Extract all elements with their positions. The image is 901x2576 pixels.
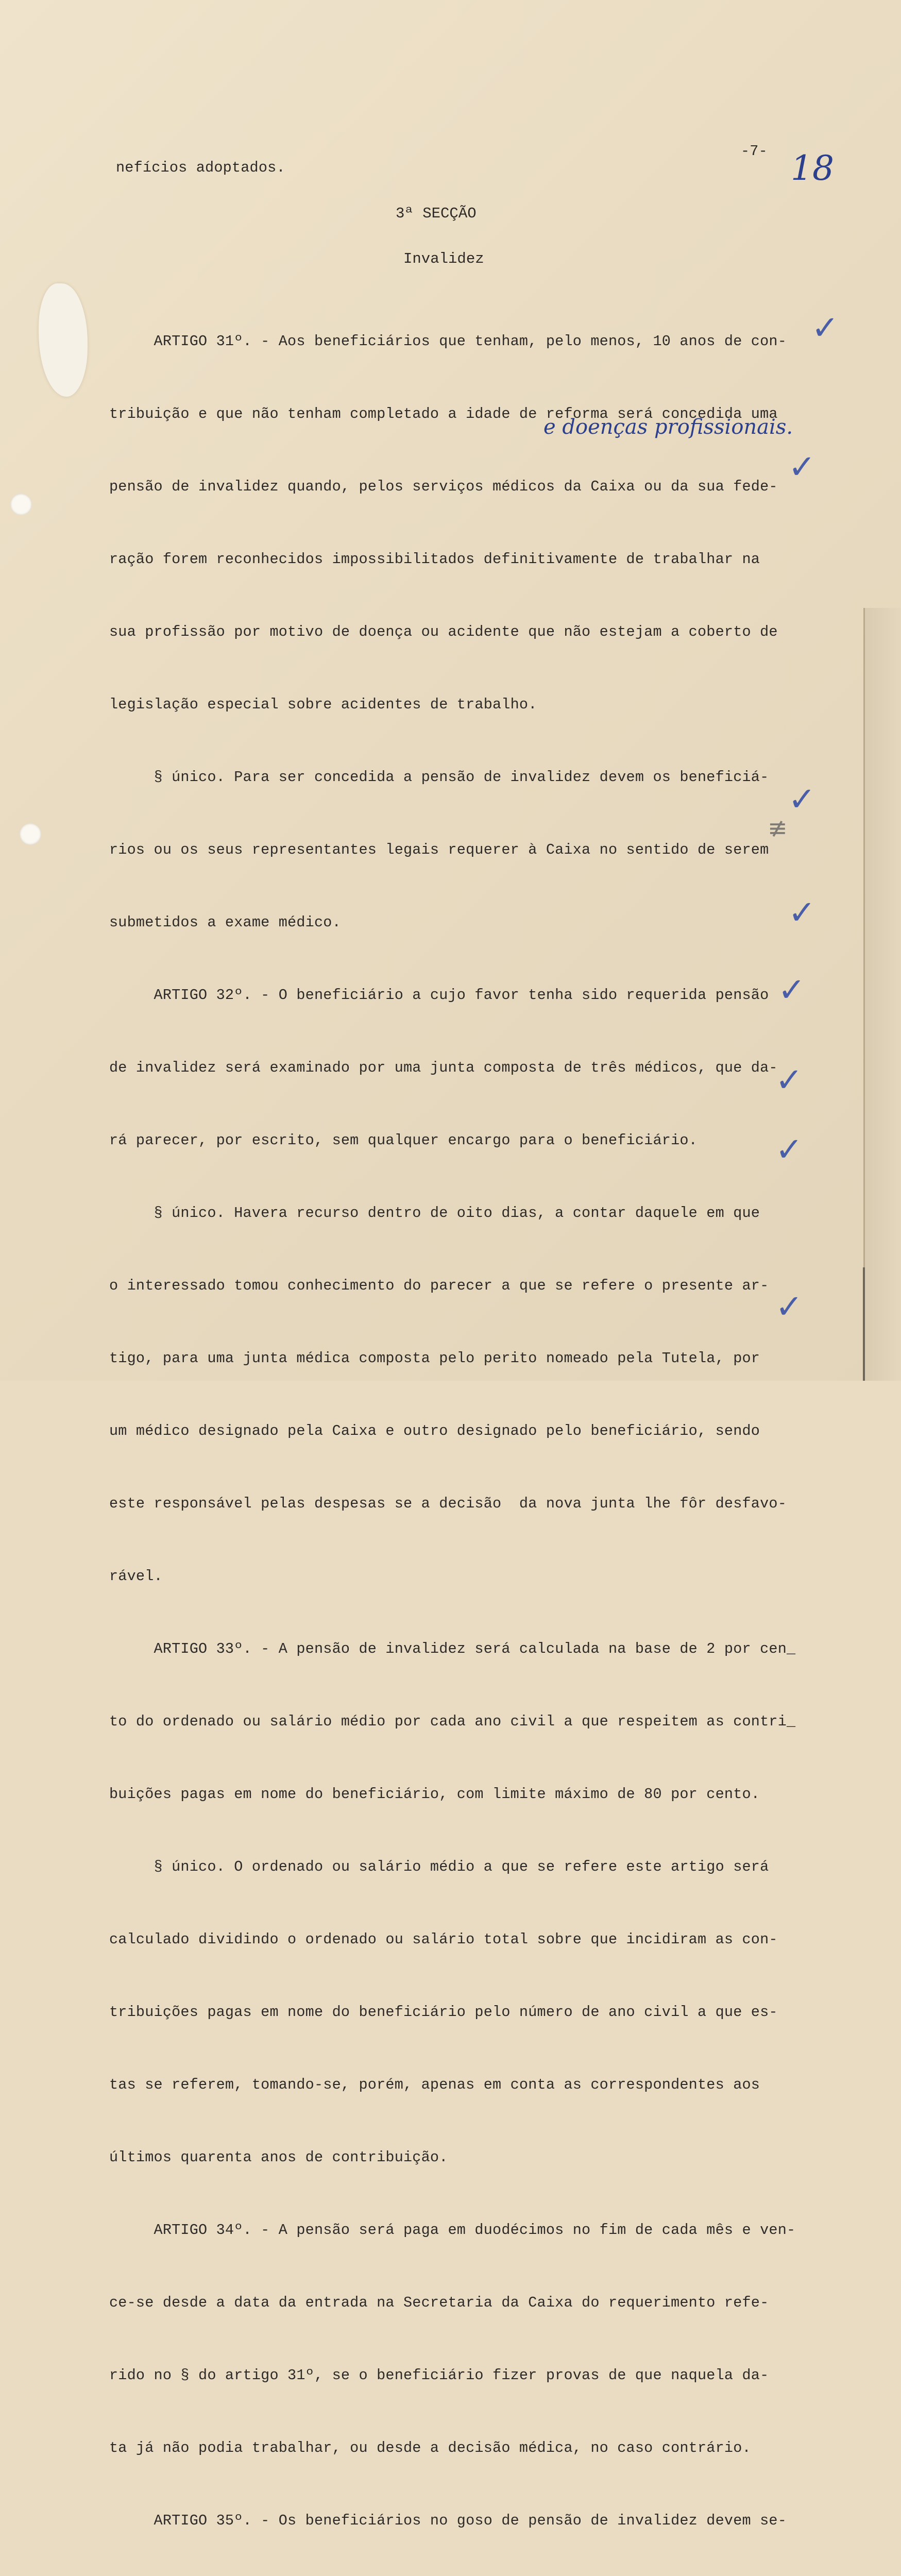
margin-check-icon: ✓ (778, 971, 806, 1009)
text-line: ração forem reconhecidos impossibilitados definitivamente de trabalhar na (109, 551, 760, 568)
text-line: legislação especial sobre acidentes de trabalho. (109, 696, 537, 713)
text-line: ARTIGO 33º. - A pensão de invalidez será calculada na base de 2 por cen_ (109, 1640, 796, 1657)
page-edge-line (863, 1267, 865, 1381)
page-number: -7- (741, 143, 768, 160)
pencil-scribble-icon: ≢ (768, 814, 788, 842)
text-line: ARTIGO 31º. - Aos beneficiários que tenham, pelo menos, 10 anos de con- (109, 333, 787, 350)
margin-check-icon: ✓ (775, 1288, 803, 1326)
text-line: últimos quarenta anos de contribuição. (109, 2149, 448, 2166)
text-line: o interessado tomou conhecimento do parecer a que se refere o presente ar- (109, 1277, 769, 1294)
text-line: rável. (109, 1568, 163, 1585)
punch-hole (10, 494, 32, 515)
text-line: ARTIGO 34º. - A pensão será paga em duodécimos no fim de cada mês e ven- (109, 2222, 796, 2239)
text-line: ARTIGO 35º. - Os beneficiários no goso de pensão de invalidez devem se- (109, 2512, 787, 2529)
text-line: este responsável pelas despesas se a decisão da nova junta lhe fôr desfavo- (109, 1495, 787, 1512)
text-line: § único. Havera recurso dentro de oito dias, a contar daquele em que (109, 1205, 760, 1222)
text-line: um médico designado pela Caixa e outro designado pelo beneficiário, sendo (109, 1422, 760, 1439)
text-line: to do ordenado ou salário médio por cada ano civil a que respeitem as contri_ (109, 1713, 796, 1730)
text-line: tas se referem, tomando-se, porém, apenas em conta as correspondentes aos (109, 2076, 760, 2093)
paper-tear (39, 283, 88, 397)
body-text (109, 281, 795, 2576)
text-line: tribuições pagas em nome do beneficiário pelo número de ano civil a que es- (109, 2004, 778, 2021)
text-line: buições pagas em nome do beneficiário, com limite máximo de 80 por cento. (109, 1786, 760, 1803)
text-line: rios ou os seus representantes legais requerer à Caixa no sentido de serem (109, 841, 769, 858)
margin-check-icon: ✓ (788, 781, 816, 819)
text-line: ta já não podia trabalhar, ou desde a decisão médica, no caso contrário. (109, 2439, 751, 2456)
text-line: tigo, para uma junta médica composta pelo perito nomeado pela Tutela, por (109, 1350, 760, 1367)
margin-check-icon: ✓ (788, 894, 816, 932)
text-line: calculado dividindo o ordenado ou salário total sobre que incidiram as con- (109, 1931, 778, 1948)
text-line: rido no § do artigo 31º, se o beneficiário fizer provas de que naquela da- (109, 2367, 769, 2384)
page-edge-shadow (863, 608, 901, 1381)
text-line: ce-se desde a data da entrada na Secretaria da Caixa do requerimento refe- (109, 2294, 769, 2311)
handwritten-insert: e doenças profissionais. (543, 415, 793, 439)
section-title: 3ª SECÇÃO (396, 205, 477, 222)
margin-check-icon: ✓ (788, 448, 816, 486)
text-line: § único. Para ser concedida a pensão de invalidez devem os beneficiá- (109, 769, 769, 786)
section-subtitle: Invalidez (403, 250, 484, 267)
margin-check-icon: ✓ (775, 1061, 803, 1099)
text-line: rá parecer, por escrito, sem qualquer encargo para o beneficiário. (109, 1132, 698, 1149)
text-line: sua profissão por motivo de doença ou acidente que não estejam a coberto de (109, 623, 778, 640)
margin-check-icon: ✓ (811, 309, 839, 347)
text-line: de invalidez será examinado por uma junta composta de três médicos, que da- (109, 1059, 778, 1076)
punch-hole (20, 823, 41, 845)
continuation-text: nefícios adoptados. (116, 159, 285, 176)
margin-check-icon: ✓ (775, 1131, 803, 1169)
text-line: submetidos a exame médico. (109, 914, 341, 931)
text-line: tribuição e que não tenham completado a idade de reforma será concedida uma (109, 405, 778, 422)
text-line: § único. O ordenado ou salário médio a que se refere este artigo será (109, 1858, 769, 1875)
text-line: ARTIGO 32º. - O beneficiário a cujo favor tenha sido requerida pensão (109, 987, 769, 1004)
text-line: pensão de invalidez quando, pelos serviços médicos da Caixa ou da sua fede- (109, 478, 778, 495)
folio-number: 18 (791, 148, 834, 188)
